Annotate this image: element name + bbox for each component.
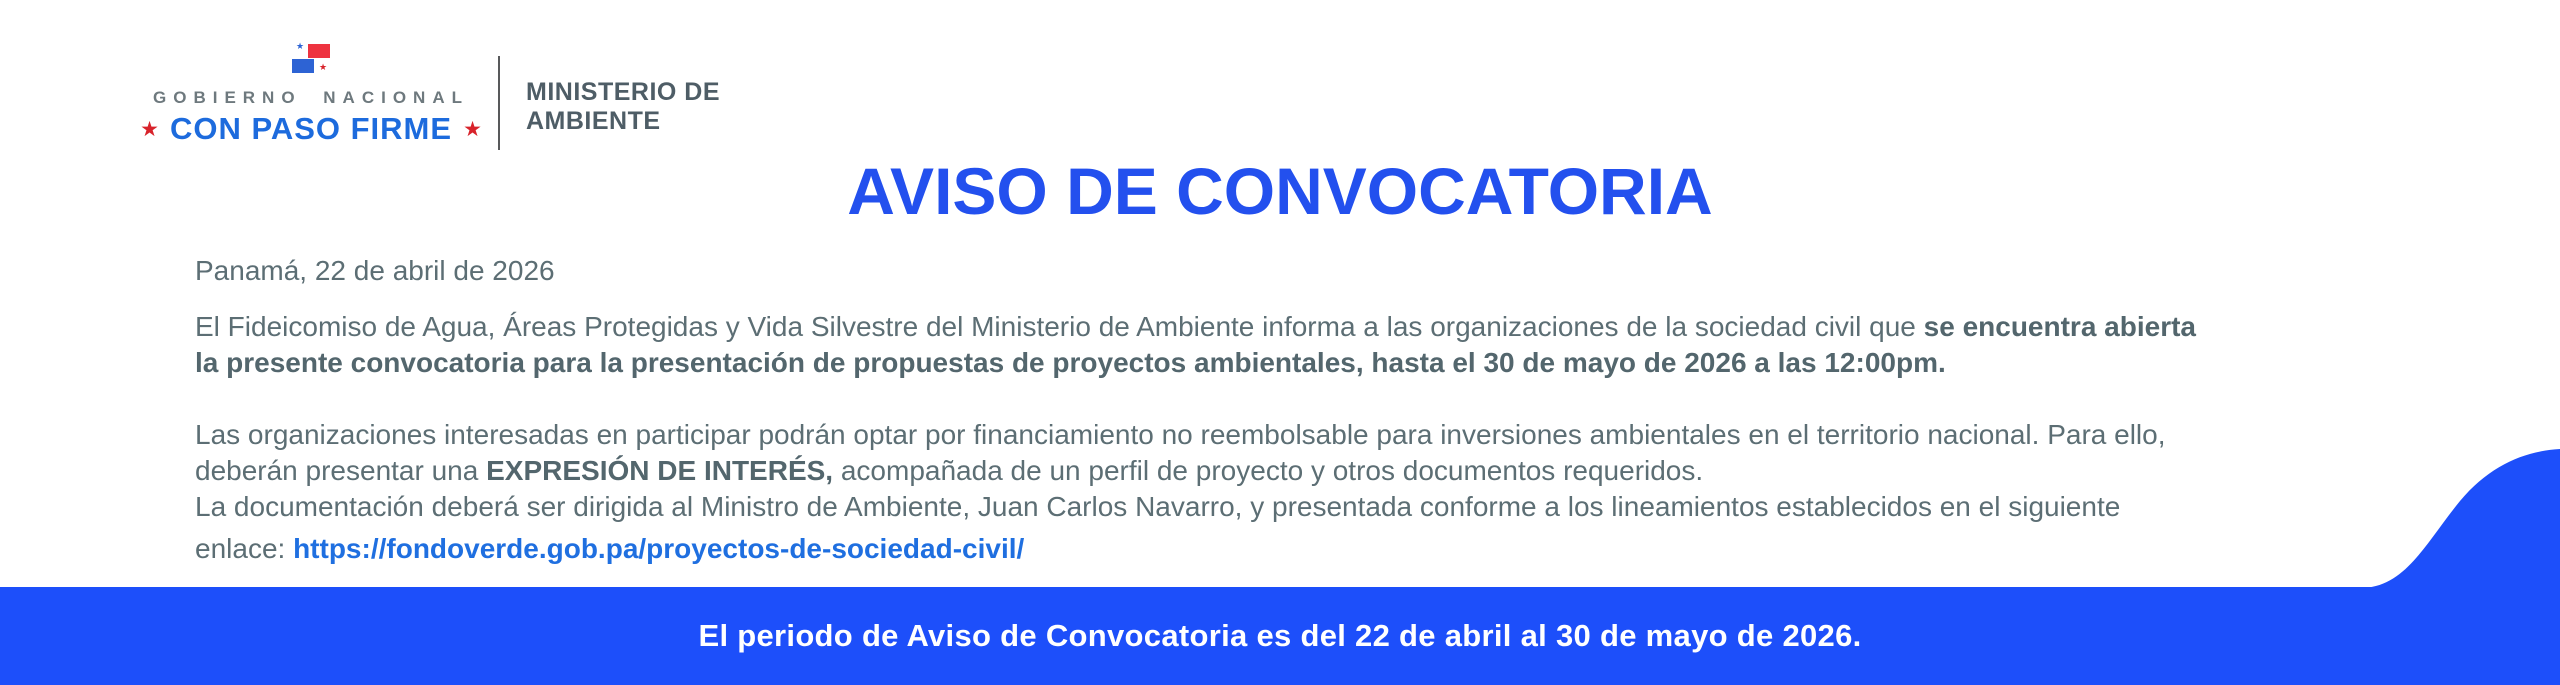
paragraph1-line1-bold: se encuentra abierta [1923, 311, 2196, 342]
ministry-name [526, 78, 720, 150]
page-title: AVISO DE CONVOCATORIA [847, 154, 1713, 228]
flag-blue-star-icon: ★ [296, 41, 305, 51]
con-paso-firme-line [140, 111, 482, 147]
star-left-icon: ★ [140, 117, 159, 141]
date-line: Panamá, 22 de abril de 2026 [195, 255, 555, 286]
paragraph1-line2-bold: la presente convocatoria para la presentación de propuestas de proyectos ambientales, hasta el 30 de mayo de 2026 a las 12:00pm. [195, 347, 1946, 378]
footer-bar [0, 587, 2560, 685]
panama-flag-icon [288, 40, 334, 84]
flag-blue-rect [292, 59, 314, 73]
paragraph2-line2-normal-after: acompañada de un perfil de proyecto y otros documentos requeridos. [833, 455, 1704, 486]
logo-divider [498, 56, 500, 150]
paragraph2-line3: La documentación deberá ser dirigida al Ministro de Ambiente, Juan Carlos Navarro, y presentada conforme a los lineamientos establecidos en el siguiente [195, 491, 2121, 522]
paragraph2-line2 [195, 453, 1703, 489]
wave-decoration [2360, 449, 2560, 588]
paragraph2-line2-bold: EXPRESIÓN DE INTERÉS, [486, 455, 834, 486]
ministry-name-line1: MINISTERIO DE [526, 78, 721, 106]
logo-group [140, 40, 721, 150]
link-line [195, 531, 1024, 567]
paragraph2-line1: Las organizaciones interesadas en participar podrán optar por financiamiento no reembolsable para inversiones ambientales en el territorio nacional. Para ello, [195, 419, 2166, 450]
convocatoria-link[interactable]: https://fondoverde.gob.pa/proyectos-de-sociedad-civil/ [293, 533, 1025, 564]
paragraph1-line1 [195, 309, 2196, 345]
footer-text: El periodo de Aviso de Convocatoria es del 22 de abril al 30 de mayo de 2026. [698, 618, 1862, 653]
ministry-name-line2: AMBIENTE [526, 107, 661, 135]
link-label: enlace: [195, 533, 294, 564]
paragraph1-line1-normal: El Fideicomiso de Agua, Áreas Protegidas y Vida Silvestre del Ministerio de Ambiente informa a las organizaciones de la sociedad civil que [195, 311, 1924, 342]
flag-red-star-icon: ★ [319, 62, 328, 72]
flag-red-rect [308, 44, 330, 58]
star-right-icon: ★ [463, 117, 482, 141]
paragraph1-line2 [195, 345, 1946, 381]
con-paso-firme-label: CON PASO FIRME [169, 111, 453, 146]
gobierno-nacional-logo [140, 40, 482, 150]
gobierno-nacional-label: GOBIERNO NACIONAL [153, 88, 469, 107]
paragraph2-line2-normal: deberán presentar una [195, 455, 487, 486]
